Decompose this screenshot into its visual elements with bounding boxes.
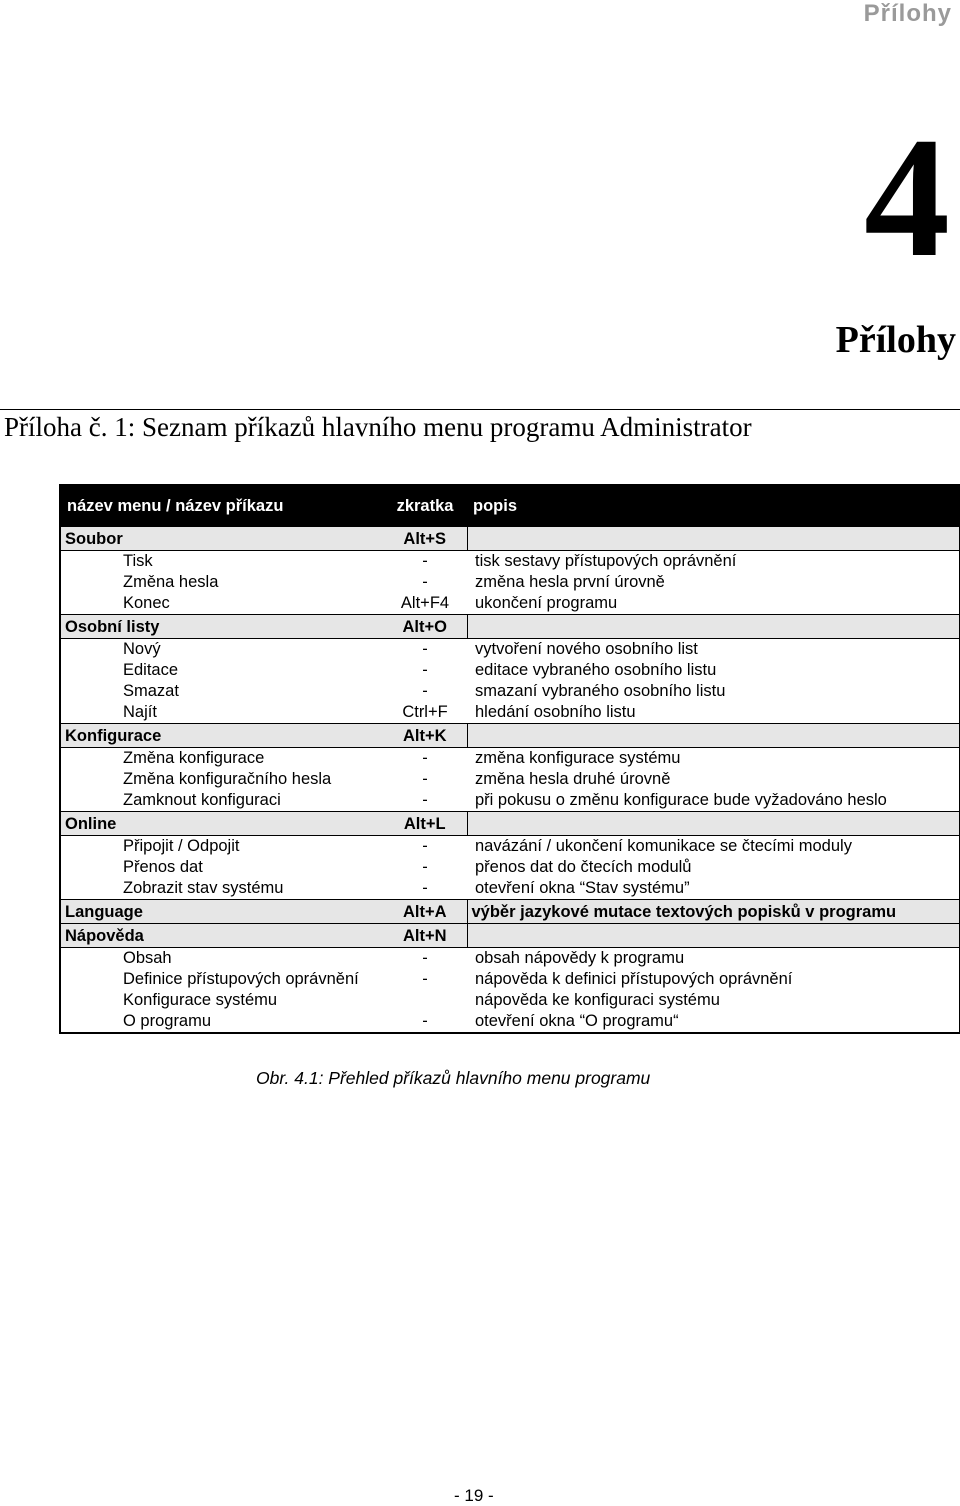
menu-row [60, 527, 960, 551]
command-row [60, 878, 960, 900]
menu-row [60, 924, 960, 948]
command-shortcut: - [422, 661, 428, 679]
command-shortcut: - [422, 640, 428, 658]
menu-shortcut: Alt+S [383, 527, 467, 551]
command-shortcut: - [422, 1012, 428, 1030]
command-description: nápověda k definici přístupových oprávnění [475, 970, 793, 988]
command-shortcut: - [422, 573, 428, 591]
command-shortcut: - [422, 949, 428, 967]
figure-caption: Obr. 4.1: Přehled příkazů hlavního menu programu [256, 1068, 651, 1088]
command-name: Změna hesla [60, 572, 383, 593]
command-name: Definice přístupových oprávnění [60, 969, 383, 990]
table-header-row [60, 485, 960, 527]
menu-name: Osobní listy [60, 615, 383, 639]
command-row [60, 660, 960, 681]
command-name: Konfigurace systému [60, 990, 383, 1011]
command-name: Zamknout konfiguraci [60, 790, 383, 812]
command-row [60, 948, 960, 970]
command-shortcut: - [422, 791, 428, 809]
chapter-number: 4 [864, 103, 950, 293]
menu-name: Online [60, 812, 383, 836]
command-name: Nový [60, 639, 383, 661]
command-description: přenos dat do čtecích modulů [475, 858, 692, 876]
command-description: tisk sestavy přístupových oprávnění [475, 552, 737, 570]
chapter-title: Přílohy [835, 319, 956, 361]
command-description: navázání / ukončení komunikace se čtecími moduly [475, 837, 852, 855]
command-shortcut: - [422, 970, 428, 988]
command-description: editace vybraného osobního listu [475, 661, 717, 679]
command-name: Smazat [60, 681, 383, 702]
column-header-key: zkratka [383, 485, 467, 527]
command-name: Obsah [60, 948, 383, 970]
horizontal-rule [0, 409, 960, 410]
command-name: Zobrazit stav systému [60, 878, 383, 900]
menu-row [60, 900, 960, 924]
menu-name: Soubor [60, 527, 383, 551]
menu-name: Nápověda [60, 924, 383, 948]
command-description: ukončení programu [475, 594, 618, 612]
command-row [60, 748, 960, 770]
command-description: při pokusu o změnu konfigurace bude vyžadováno heslo [475, 791, 887, 809]
command-name: Změna konfiguračního hesla [60, 769, 383, 790]
command-name: Konec [60, 593, 383, 615]
command-row [60, 836, 960, 858]
command-name: Změna konfigurace [60, 748, 383, 770]
command-row [60, 572, 960, 593]
command-description: hledání osobního listu [475, 703, 636, 721]
command-description: změna hesla první úrovně [475, 573, 665, 591]
command-name: Editace [60, 660, 383, 681]
menu-shortcut: Alt+A [383, 900, 467, 924]
command-shortcut: - [422, 682, 428, 700]
menu-description [467, 812, 960, 836]
command-row [60, 857, 960, 878]
command-row [60, 990, 960, 1011]
command-row [60, 790, 960, 812]
command-name: Najít [60, 702, 383, 724]
command-row [60, 769, 960, 790]
menu-description [467, 615, 960, 639]
command-description: změna konfigurace systému [475, 749, 681, 767]
menu-shortcut: Alt+O [383, 615, 467, 639]
command-table [59, 484, 960, 1034]
menu-name: Konfigurace [60, 724, 383, 748]
menu-description [467, 924, 960, 948]
menu-description: výběr jazykové mutace textových popisků v programu [467, 900, 960, 924]
menu-description [467, 724, 960, 748]
menu-row [60, 615, 960, 639]
command-shortcut: - [422, 770, 428, 788]
command-description: otevření okna “Stav systému” [475, 879, 690, 897]
command-shortcut [383, 990, 467, 1011]
command-shortcut: Alt+F4 [400, 594, 450, 612]
command-shortcut: - [422, 837, 428, 855]
menu-row [60, 724, 960, 748]
section-heading: Příloha č. 1: Seznam příkazů hlavního menu programu Administrator [4, 412, 752, 442]
menu-shortcut: Alt+L [383, 812, 467, 836]
menu-description [467, 527, 960, 551]
command-row [60, 969, 960, 990]
command-name: Tisk [60, 551, 383, 573]
menu-name: Language [60, 900, 383, 924]
command-shortcut: - [422, 749, 428, 767]
command-row [60, 1011, 960, 1033]
command-name: O programu [60, 1011, 383, 1033]
command-row [60, 593, 960, 615]
menu-row [60, 812, 960, 836]
running-header: Přílohy [863, 0, 952, 27]
command-description: obsah nápovědy k programu [475, 949, 685, 967]
command-row [60, 702, 960, 724]
command-row [60, 681, 960, 702]
command-row [60, 639, 960, 661]
command-name: Přenos dat [60, 857, 383, 878]
command-description: nápověda ke konfiguraci systému [475, 991, 720, 1009]
command-description: vytvoření nového osobního list [475, 640, 698, 658]
column-header-name: název menu / název příkazu [60, 485, 383, 527]
menu-shortcut: Alt+K [383, 724, 467, 748]
page-number: - 19 - [454, 1486, 494, 1505]
command-row [60, 551, 960, 573]
command-description: smazaní vybraného osobního listu [475, 682, 726, 700]
command-description: otevření okna “O programu“ [475, 1012, 679, 1030]
command-shortcut: - [422, 858, 428, 876]
command-shortcut: - [422, 552, 428, 570]
command-shortcut: - [422, 879, 428, 897]
menu-shortcut: Alt+N [383, 924, 467, 948]
command-description: změna hesla druhé úrovně [475, 770, 671, 788]
command-name: Připojit / Odpojit [60, 836, 383, 858]
column-header-desc: popis [467, 485, 960, 527]
command-shortcut: Ctrl+F [402, 703, 448, 721]
